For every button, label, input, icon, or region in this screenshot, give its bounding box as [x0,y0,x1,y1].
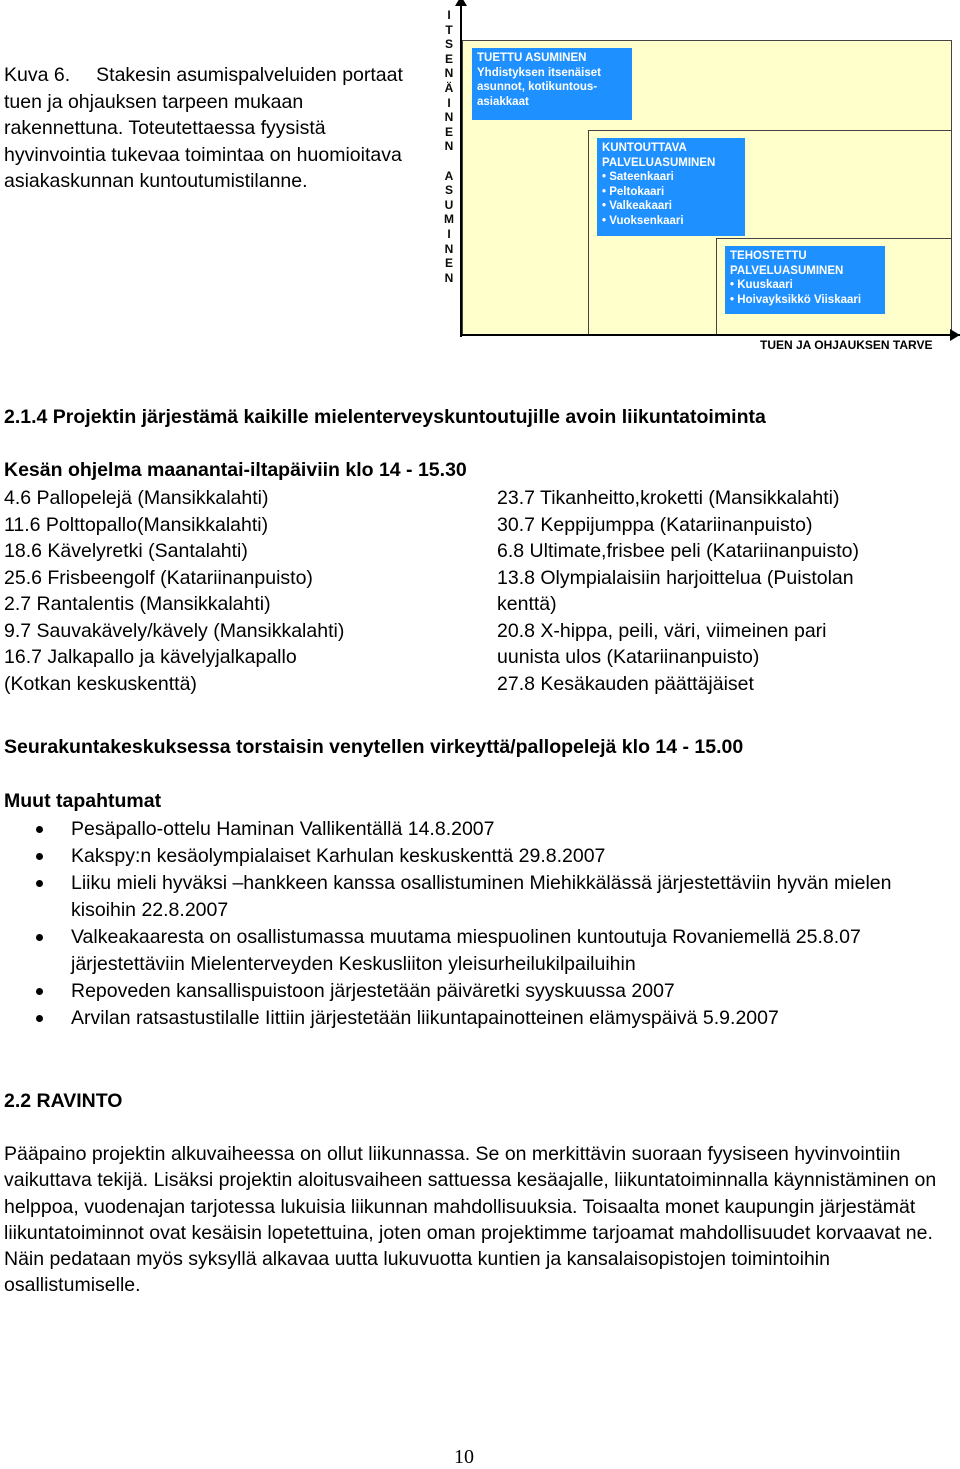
y-letter: U [444,197,454,212]
y-letter: E [444,124,453,139]
y-letter: N [444,241,454,256]
list-item: Repoveden kansallispuistoon järjestetään päiväretki syyskuussa 2007 [0,978,940,1005]
y-letter: N [444,139,454,154]
x-axis-line [460,334,960,336]
y-letter: S [444,37,453,52]
schedule-item: 27.8 Kesäkauden päättäjäiset [497,672,754,695]
y-letter: E [444,256,453,271]
schedule-item: 20.8 X-hippa, peili, väri, viimeinen pari uunista ulos (Katariinanpuisto) [497,619,827,668]
y-letter: N [444,270,454,285]
list-item: Pesäpallo-ottelu Haminan Vallikentällä 14.8.2007 [0,816,940,843]
y-axis-vertical-label [440,8,458,285]
y-letter: Ä [444,80,454,95]
schedule-item: 16.7 Jalkapallo ja kävelyjalkapallo (Kotkan keskuskenttä) [4,646,297,695]
box-tuettu-asuminen [472,48,632,120]
box-tehostettu-palveluasuminen [725,246,885,314]
box2-title: PALVELUASUMINEN [602,156,716,169]
ravinto-heading: 2.2 RAVINTO [4,1090,123,1112]
schedule-left-column [4,485,474,697]
schedule-item: 9.7 Sauvakävely/kävely (Mansikkalahti) [4,619,345,642]
schedule-item: 18.6 Kävelyretki (Santalahti) [4,540,248,562]
schedule-right-column [497,485,957,697]
box3-title: TEHOSTETTU [730,250,807,262]
schedule-item: 11.6 Polttopallo(Mansikkalahti) [4,513,269,536]
seurakunta-note: Seurakuntakeskuksessa torstaisin venytellen virkeyttä/pallopelejä klo 14 - 15.00 [4,736,744,758]
box2-title: KUNTOUTTAVA [602,142,687,154]
y-letter: T [445,22,453,37]
schedule-item: 4.6 Pallopelejä (Mansikkalahti) [4,487,269,509]
figure-caption [4,62,424,195]
y-letter: I [447,8,451,22]
box2-item: • Sateenkaari [602,171,674,183]
caption-text: Stakesin asumispalveluiden portaat tuen ja ohjauksen tarpeen mukaan rakennettuna. Toteutettaessa fyysistä hyvinvointia tukevaa toimintaa on huomioitava asiakaskunnan kuntoutumistilanne. [4,64,403,192]
box1-line: asunnot, kotikuntous- [477,81,598,93]
y-axis-line [460,2,462,337]
y-letter: I [447,226,451,241]
schedule-item: 30.7 Keppijumppa (Katariinanpuisto) [497,513,813,536]
y-letter: S [444,183,453,198]
schedule-item: 6.8 Ultimate,frisbee peli (Katariinanpuisto) [497,540,860,562]
box1-line: Yhdistyksen itsenäiset [477,66,601,79]
x-axis-arrow [950,329,960,341]
y-letter-gap [440,154,458,169]
list-item: Valkeakaaresta on osallistumassa muutama miespuolinen kuntoutuja Rovaniemellä 25.8.07 järjestettäviin Mielenterveyden Keskusliiton yleisurheilukilpailuihin [0,924,940,978]
box1-title: TUETTU ASUMINEN [477,52,587,64]
box3-title: PALVELUASUMINEN [730,264,844,277]
schedule-item: 13.8 Olympialaisiin harjoittelua (Puistolan kenttä) [497,566,854,615]
box3-item: • Hoivayksikkö Viiskaari [730,293,862,306]
other-events-heading: Muut tapahtumat [4,790,162,812]
box3-item: • Kuuskaari [730,279,793,291]
page-number: 10 [454,1446,474,1468]
box2-item: • Vuoksenkaari [602,214,684,227]
ravinto-paragraph: Pääpaino projektin alkuvaiheessa on ollut liikunnassa. Se on merkittävin suoraan fyysiseen hyvinvointiin vaikuttava tekijä. Lisäksi projektin aloitusvaiheen sattuessa kesäajalle, liikuntatoiminnalla käynnistäminen on helppoa, vuodenajan tarjotessa lukuisia liikunnan mahdollisuuksia. Toisaalta monet kaupungin järjestämät liikuntatoiminnot ovat kesäisin lopetettuina, joten oman projektimme tarjoamat mahdollisuudet korvaavat ne. Näin pedataan myös syksyllä alkavaa uutta lukuvuotta kuntien ja kansalaisopistojen toimintoihin osallistumiselle. [4,1143,937,1297]
schedule-item: 23.7 Tikanheitto,kroketti (Mansikkalahti) [497,487,840,509]
box1-line: asiakkaat [477,95,529,108]
staircase-figure [432,0,960,360]
y-letter: N [444,110,454,125]
y-axis-arrow [455,0,467,6]
list-item: Arvilan ratsastustilalle Iittiin järjestetään liikuntapainotteinen elämyspäivä 5.9.2007 [0,1005,940,1032]
y-letter: N [444,66,454,81]
schedule-item: 25.6 Frisbeengolf (Katariinanpuisto) [4,566,313,589]
caption-label: Kuva 6. [4,64,71,86]
list-item: Liiku mieli hyväksi –hankkeen kanssa osallistuminen Miehikkälässä järjestettäviin hyvän mielen kisoihin 22.8.2007 [0,870,940,924]
x-axis-label: TUEN JA OHJAUKSEN TARVE [760,338,933,352]
y-letter: E [444,51,453,66]
y-letter: A [444,168,454,183]
box2-item: • Valkeakaari [602,200,672,212]
events-list [0,816,940,1032]
schedule-heading: Kesän ohjelma maanantai-iltapäiviin klo 14 - 15.30 [4,459,467,481]
y-letter: I [447,95,451,110]
box2-item: • Peltokaari [602,185,665,198]
list-item: Kakspy:n kesäolympialaiset Karhulan keskuskenttä 29.8.2007 [0,843,940,870]
y-letter: M [444,212,454,227]
box-kuntouttava-palveluasuminen [597,138,745,236]
schedule-item: 2.7 Rantalentis (Mansikkalahti) [4,593,271,615]
section-title: 2.1.4 Projektin järjestämä kaikille mielenterveyskuntoutujille avoin liikuntatoiminta [4,406,766,428]
